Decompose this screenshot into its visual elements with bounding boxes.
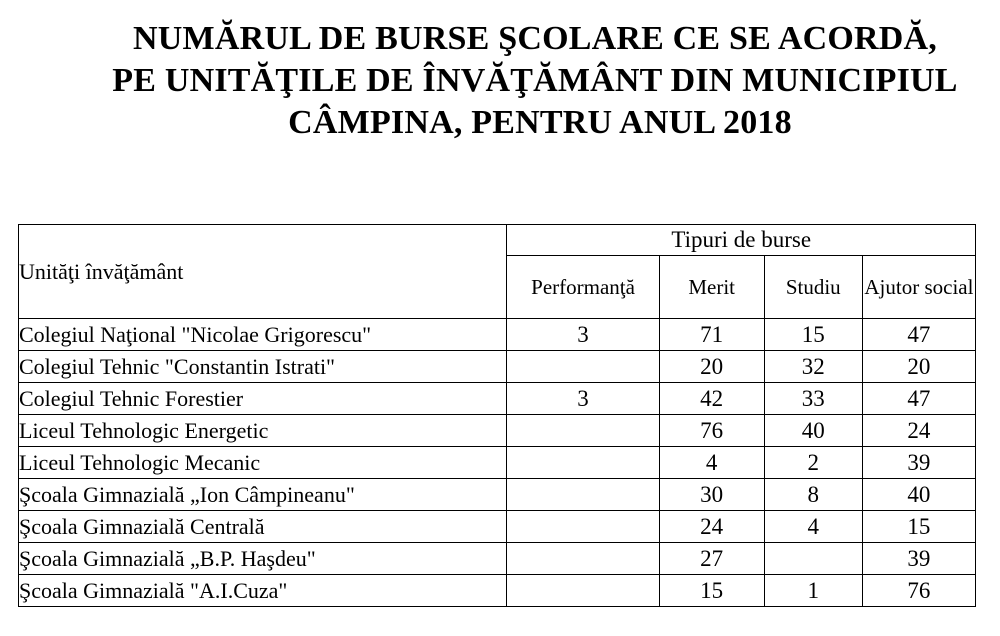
- title-line-3: CÂMPINA, PENTRU ANUL 2018: [288, 104, 792, 141]
- cell-ajutor: 76: [862, 575, 975, 607]
- cell-performanta: 3: [507, 319, 659, 351]
- row-institution-name: Liceul Tehnologic Mecanic: [19, 447, 507, 479]
- title-line-2: PE UNITĂŢILE DE ÎNVĂŢĂMÂNT DIN MUNICIPIUL: [112, 62, 958, 99]
- cell-studiu: 32: [764, 351, 862, 383]
- title-line-1: NUMĂRUL DE BURSE ŞCOLARE CE SE ACORDĂ,: [133, 20, 937, 57]
- column-header-studiu: Studiu: [764, 256, 862, 319]
- document-title: [0, 18, 1000, 144]
- cell-merit: 42: [659, 383, 764, 415]
- table-row: [19, 511, 976, 543]
- cell-ajutor: 40: [862, 479, 975, 511]
- table-row: [19, 383, 976, 415]
- cell-studiu: 8: [764, 479, 862, 511]
- cell-studiu: [764, 543, 862, 575]
- cell-merit: 76: [659, 415, 764, 447]
- cell-studiu: 1: [764, 575, 862, 607]
- table-row: [19, 575, 976, 607]
- cell-studiu: 40: [764, 415, 862, 447]
- row-institution-name: Colegiul Tehnic Forestier: [19, 383, 507, 415]
- cell-ajutor: 47: [862, 383, 975, 415]
- table-body: [19, 319, 976, 607]
- table-row: [19, 415, 976, 447]
- row-institution-name: Şcoala Gimnazială "A.I.Cuza": [19, 575, 507, 607]
- cell-ajutor: 39: [862, 543, 975, 575]
- cell-merit: 71: [659, 319, 764, 351]
- cell-ajutor: 39: [862, 447, 975, 479]
- cell-performanta: [507, 447, 659, 479]
- row-institution-name: Colegiul Tehnic "Constantin Istrati": [19, 351, 507, 383]
- column-header-merit: Merit: [659, 256, 764, 319]
- cell-studiu: 4: [764, 511, 862, 543]
- table-row: [19, 479, 976, 511]
- cell-performanta: [507, 511, 659, 543]
- cell-ajutor: 20: [862, 351, 975, 383]
- cell-performanta: [507, 575, 659, 607]
- column-header-performanta: Performanţă: [507, 256, 659, 319]
- table-row: [19, 351, 976, 383]
- cell-performanta: 3: [507, 383, 659, 415]
- cell-performanta: [507, 543, 659, 575]
- cell-ajutor: 47: [862, 319, 975, 351]
- cell-merit: 27: [659, 543, 764, 575]
- table-row: [19, 319, 976, 351]
- row-institution-name: Şcoala Gimnazială Centrală: [19, 511, 507, 543]
- scholarship-table: [18, 224, 976, 607]
- cell-studiu: 2: [764, 447, 862, 479]
- row-institution-name: Şcoala Gimnazială „Ion Câmpineanu": [19, 479, 507, 511]
- cell-merit: 15: [659, 575, 764, 607]
- cell-performanta: [507, 351, 659, 383]
- cell-studiu: 33: [764, 383, 862, 415]
- table-row: [19, 447, 976, 479]
- cell-merit: 20: [659, 351, 764, 383]
- row-institution-name: Şcoala Gimnazială „B.P. Haşdeu": [19, 543, 507, 575]
- cell-ajutor: 15: [862, 511, 975, 543]
- cell-ajutor: 24: [862, 415, 975, 447]
- row-institution-name: Liceul Tehnologic Energetic: [19, 415, 507, 447]
- table-row: [19, 543, 976, 575]
- cell-performanta: [507, 479, 659, 511]
- scholarship-types-header: Tipuri de burse: [507, 225, 976, 256]
- cell-merit: 4: [659, 447, 764, 479]
- cell-performanta: [507, 415, 659, 447]
- unit-column-header: Unităţi învăţământ: [19, 225, 507, 319]
- row-institution-name: Colegiul Naţional "Nicolae Grigorescu": [19, 319, 507, 351]
- cell-merit: 24: [659, 511, 764, 543]
- cell-merit: 30: [659, 479, 764, 511]
- column-header-ajutor-social: Ajutor social: [862, 256, 975, 319]
- cell-studiu: 15: [764, 319, 862, 351]
